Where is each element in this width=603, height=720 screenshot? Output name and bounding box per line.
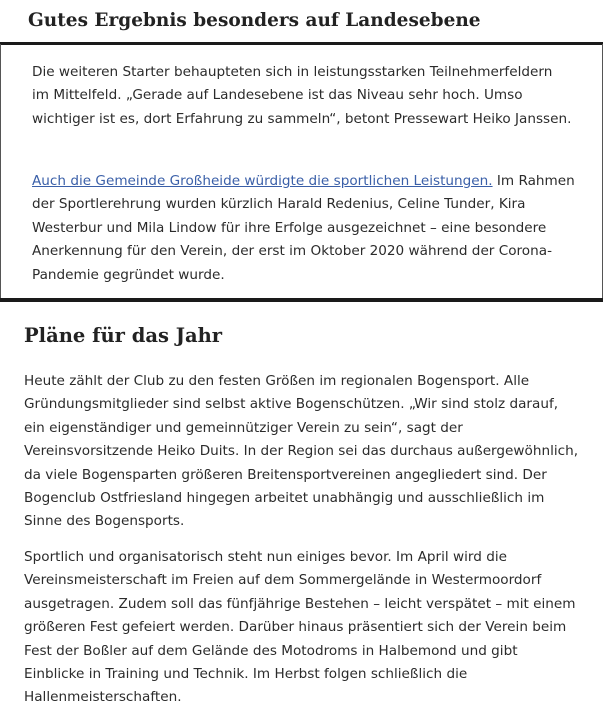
heading-divider (0, 42, 603, 45)
article-section-plans (0, 302, 603, 720)
section-heading: Gutes Ergebnis besonders auf Landesebene (28, 10, 481, 31)
paragraph: Die weiteren Starter behaupteten sich in leistungsstarken Teilnehmerfeldern im Mittelfeld. „Gerade auf Landesebene ist das Niveau sehr hoch. Umso wichtiger ist es, dort Erfahrung zu sammeln“, betont Pressewart Heiko Janssen. (32, 64, 572, 127)
paragraph-text: Im Rahmen der Sportlerehrung wurden kürzlich Harald Redenius, Celine Tunder, Kira Westerbur und Mila Lindow für ihre Erfolge ausgezeichnet – eine besondere Anerkennung für den Verein, der erst im Oktober 2020 während der Corona-Pandemie gegründet wurde. (32, 173, 575, 283)
gemeinde-link[interactable]: Auch die Gemeinde Großheide würdigte die sportlichen Leistungen. (32, 173, 493, 189)
paragraph: Heute zählt der Club zu den festen Größen im regionalen Bogensport. Alle Gründungsmitglieder sind selbst aktive Bogenschützen. „Wir sind stolz darauf, ein eigenständiger und gemeinnütziger Verein zu sein“, sagt der Vereinsvorsitzende Heiko Duits. In der Region sei das durchaus außergewöhnlich, da viele Bogensparten größeren Breitensportvereinen angegliedert sind. Der Bogenclub Ostfriesland hingegen arbeitet unabhängig und ausschließlich im Sinne des Bogensports. (24, 373, 579, 530)
article-section-results (0, 0, 603, 298)
section-heading: Pläne für das Jahr (24, 324, 223, 347)
left-border (0, 44, 1, 298)
paragraph (32, 170, 577, 287)
paragraph: Sportlich und organisatorisch steht nun einiges bevor. Im April wird die Vereinsmeisterschaft im Freien auf dem Sommergelände in Westermoordorf ausgetragen. Zudem soll das fünfjährige Bestehen – leicht verspätet – mit einem größeren Fest gefeiert werden. Darüber hinaus präsentiert sich der Verein beim Fest der Boßler auf dem Gelände des Motodroms in Halbemond und gibt Einblicke in Training und Technik. Im Herbst folgen schließlich die Hallenmeisterschaften. (24, 549, 576, 706)
